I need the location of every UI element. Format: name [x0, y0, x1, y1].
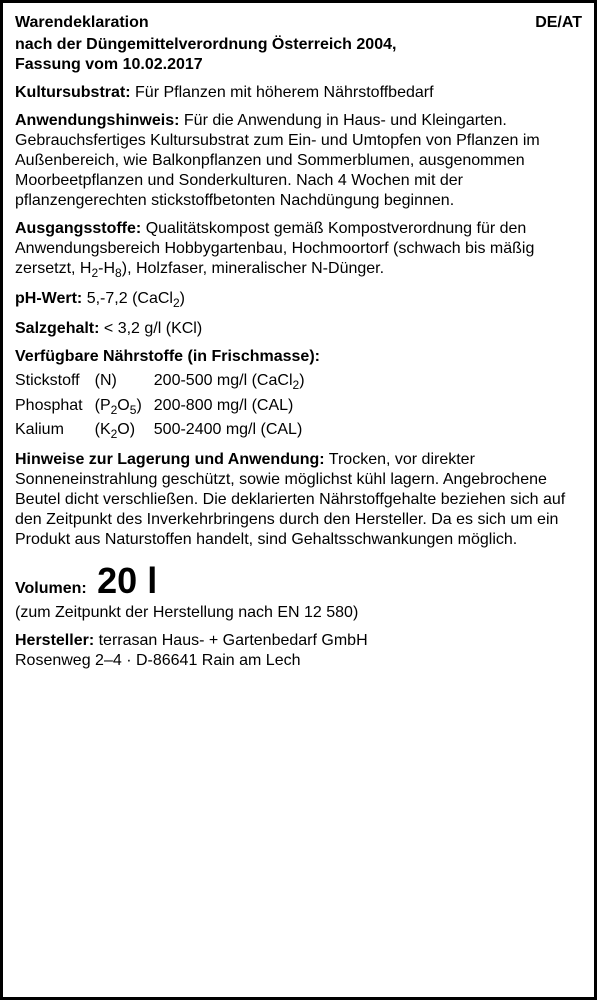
- nutrient-row0-value-suffix: ): [299, 372, 305, 390]
- salzgehalt-value: < 3,2 g/l (KCl): [103, 320, 203, 338]
- ausgangsstoffe-section: [15, 219, 582, 281]
- header-subtitle2: Fassung vom 10.02.2017: [15, 56, 203, 73]
- hersteller-address: Rosenweg 2–4 · D-86641 Rain am Lech: [15, 651, 301, 669]
- ausgangsstoffe-label: Ausgangsstoffe:: [15, 220, 142, 237]
- volumen-label: Volumen:: [15, 579, 87, 597]
- nutrient-row1-symbol-part3: ): [136, 396, 142, 414]
- hersteller-label: Hersteller:: [15, 631, 95, 649]
- kultursubstrat-text: Für Pflanzen mit höherem Nährstoffbedarf: [135, 84, 434, 101]
- nutrient-row2-symbol: [95, 420, 142, 442]
- nutrients-grid: [15, 371, 582, 442]
- kultursubstrat-section: [15, 83, 582, 103]
- nutrient-row0-value-subscript: 2: [292, 378, 300, 393]
- header-subtitle1: nach der Düngemittelverordnung Österreich 2004,: [15, 36, 397, 53]
- nutrient-row2-symbol-part2: O): [117, 420, 136, 438]
- ph-label: pH-Wert:: [15, 290, 83, 308]
- volumen-note: (zum Zeitpunkt der Herstellung nach EN 12 580): [15, 603, 359, 621]
- hinweise-label: Hinweise zur Lagerung und Anwendung:: [15, 450, 325, 468]
- nutrient-row1-symbol-sub1: 2: [110, 402, 118, 417]
- anwendungshinweis-text: Für die Anwendung in Haus- und Kleingarten. Gebrauchsfertiges Kultursubstrat zum Ein- und Umtopfen von Pflanzen im Außenbereich, wie Balkonpflanzen und Sommerblumen, ausgenommen Moorbeetpflanzen und Sonderkulturen. Nach 4 Wochen mit der pflanzengerechten stickstoffbetonten Nachdüngung beginnen.: [15, 112, 540, 209]
- ph-value-subscript: 2: [172, 296, 180, 311]
- nutrient-row1-symbol-part1: (P: [94, 396, 111, 414]
- salzgehalt-label: Salzgehalt:: [15, 320, 100, 338]
- ph-section: [15, 289, 582, 311]
- hersteller-name: terrasan Haus- + Gartenbedarf GmbH: [98, 631, 368, 649]
- naehrstoffe-title: Verfügbare Nährstoffe (in Frischmasse):: [15, 348, 320, 366]
- header: [15, 13, 582, 75]
- nutrient-row0-value-prefix: 200-500 mg/l (CaCl: [153, 372, 293, 390]
- hersteller-section: [15, 631, 582, 651]
- naehrstoffe-section: [15, 347, 582, 442]
- header-row: [15, 13, 582, 33]
- nutrient-row1-symbol-sub2: 5: [129, 402, 137, 417]
- volumen-value: 20 l: [97, 559, 158, 601]
- nutrient-row2-symbol-sub1: 2: [110, 426, 118, 441]
- nutrient-row1-symbol-part2: O: [117, 396, 130, 414]
- ausgangsstoffe-subscript2: 8: [115, 266, 122, 281]
- nutrient-row0-symbol: (N): [94, 372, 117, 390]
- volumen-section: [15, 558, 582, 603]
- ph-value-suffix: ): [179, 290, 185, 308]
- kultursubstrat-label: Kultursubstrat:: [15, 84, 131, 101]
- nutrient-row1-symbol: [95, 396, 142, 418]
- header-title: Warendeklaration: [15, 14, 149, 31]
- nutrient-row2-value: 500-2400 mg/l (CAL): [153, 420, 303, 438]
- ausgangsstoffe-subscript1: 2: [91, 266, 99, 281]
- salzgehalt-section: [15, 319, 582, 339]
- ph-value-prefix: 5,-7,2 (CaCl: [86, 290, 173, 308]
- nutrient-row2-symbol-part1: (K: [94, 420, 111, 438]
- nutrient-row0-value: [154, 371, 582, 393]
- nutrient-row1-name: Phosphat: [15, 396, 83, 414]
- ausgangsstoffe-text-part3: ), Holzfaser, mineralischer N-Dünger.: [121, 260, 385, 277]
- header-country: DE/AT: [535, 14, 582, 31]
- nutrient-row2-name: Kalium: [15, 420, 64, 438]
- anwendungshinweis-section: [15, 111, 582, 211]
- nutrient-row1-value: 200-800 mg/l (CAL): [153, 396, 294, 414]
- nutrient-row0-name: Stickstoff: [15, 372, 80, 390]
- ausgangsstoffe-text-part2: -H: [98, 260, 116, 277]
- anwendungshinweis-label: Anwendungshinweis:: [15, 112, 180, 129]
- hinweise-section: [15, 450, 582, 550]
- ausgangsstoffe-text-part1: Qualitätskompost gemäß Kompostverordnung für den Anwendungsbereich Hobbygartenbau, Hochmoortorf (schwach bis mäßig zersetzt, H: [15, 220, 535, 277]
- hinweise-text: Trocken, vor direkter Sonneneinstrahlung geschützt, sowie möglichst kühl lagern. Angebrochene Beutel dicht verschließen. Die deklarierten Nährstoffgehalte beziehen sich auf den Zeitpunkt des Inverkehrbringens durch den Hersteller. Da es sich um ein Produkt aus Naturstoffen handelt, sind Gehaltsschwankungen möglich.: [15, 450, 566, 548]
